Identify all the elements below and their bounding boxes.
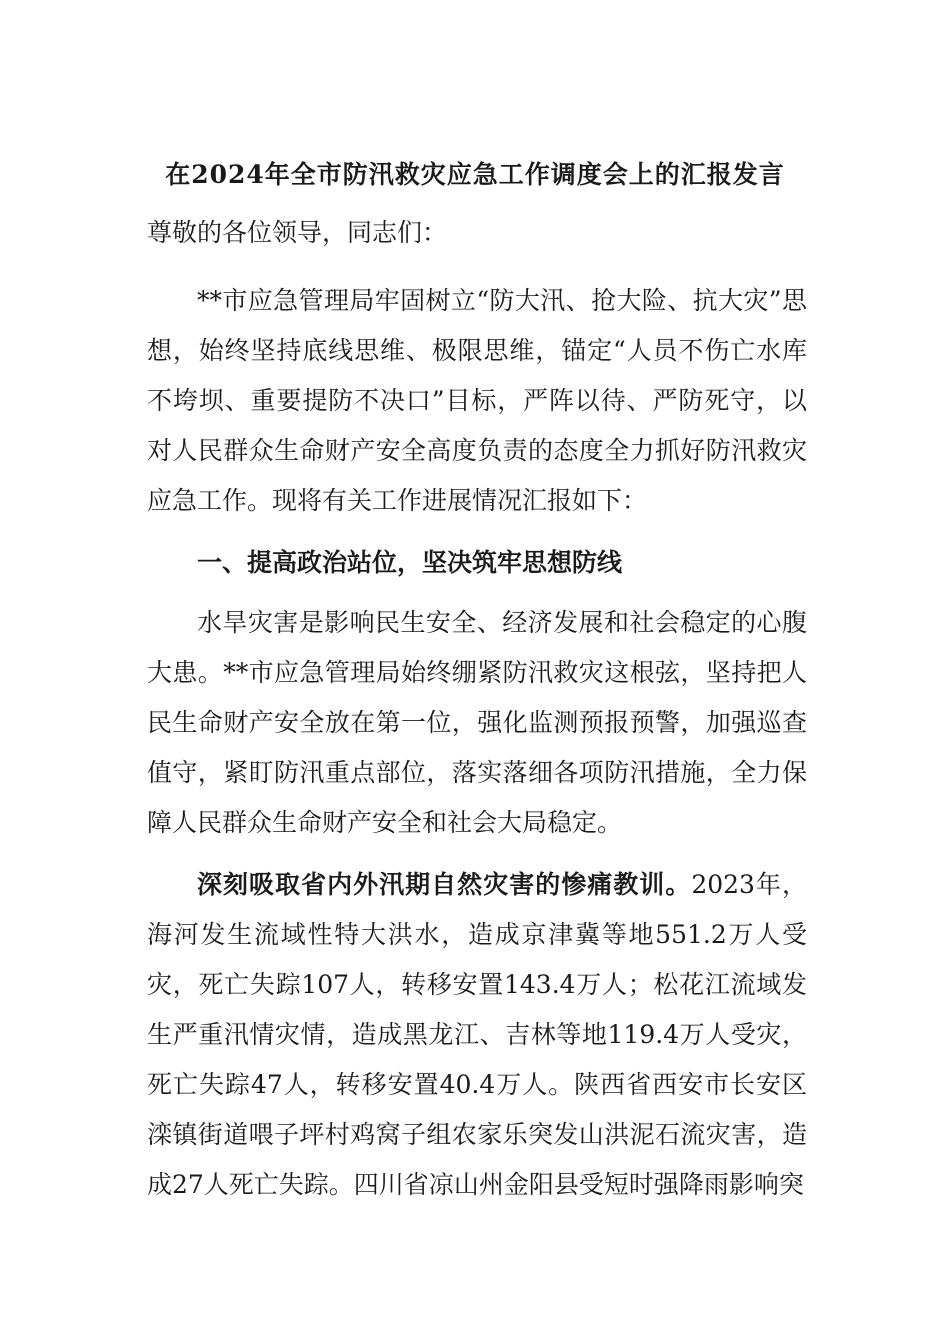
document-title: 在2024年全市防汛救灾应急工作调度会上的汇报发言 — [165, 160, 785, 189]
section-heading-1: 一、提高政治站位，坚决筑牢思想防线 — [197, 548, 623, 577]
section-1-paragraph: 水旱灾害是影响民生安全、经济发展和社会稳定的心腹大患。**市应急管理局始终绷紧防汛救灾这根弦，坚持把人民生命财产安全放在第一位，强化监测预报预警，加强巡查值守，紧盯防汛重点部位，落实落细各项防汛措施，全力保障人民群众生命财产安全和社会大局稳定。 — [147, 608, 807, 837]
salutation: 尊敬的各位领导，同志们： — [147, 218, 448, 247]
lessons-body: 2023年，海河发生流域性特大洪水，造成京津冀等地551.2万人受灾，死亡失踪107人，转移安置143.4万人；松花江流域发生严重汛情灾情，造成黑龙江、吉林等地119.4万人受灾，死亡失踪47人，转移安置40.4万人。陕西省西安市长安区滦镇街道喂子坪村鸡窝子组农家乐突发山洪泥石流灾害，造成27人死亡失踪。四川省凉山州金阳县受短时强降雨影响突 — [147, 870, 807, 1199]
lessons-lead-sentence: 深刻吸取省内外汛期自然灾害的惨痛教训。 — [197, 870, 692, 899]
lessons-paragraph — [147, 860, 807, 1210]
intro-paragraph: **市应急管理局牢固树立“防大汛、抢大险、抗大灾”思想，始终坚持底线思维、极限思维，锚定“人员不伤亡水库不垮坝、重要提防不决口”目标，严阵以待、严防死守，以对人民群众生命财产安全高度负责的态度全力抓好防汛救灾应急工作。现将有关工作进展情况汇报如下： — [147, 286, 807, 515]
